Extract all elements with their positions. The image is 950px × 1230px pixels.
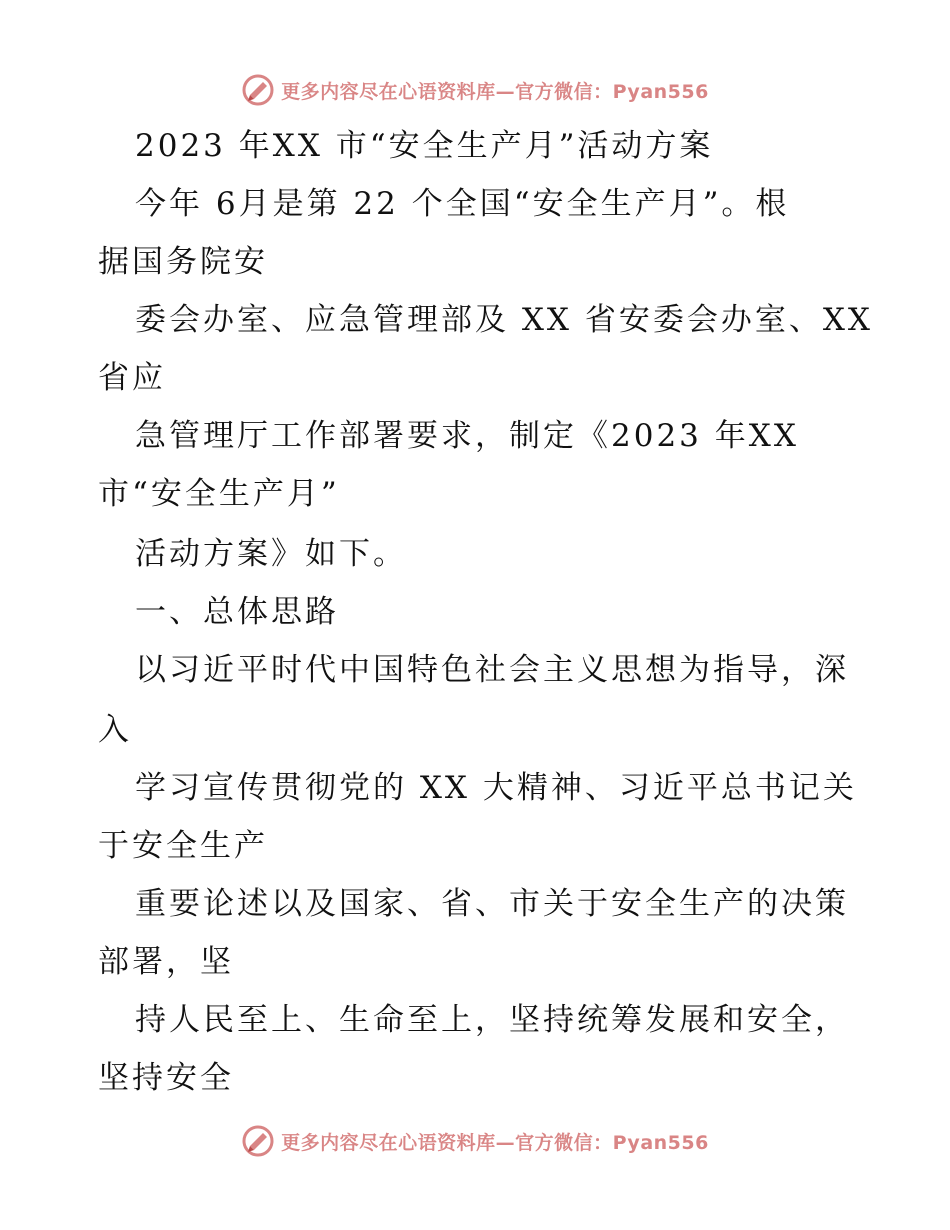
watermark-text: 更多内容尽在心语资料库—官方微信：Pyan556 <box>281 80 709 103</box>
brand-logo-icon <box>241 1124 275 1158</box>
paragraph-line: 部署，坚 <box>98 944 234 980</box>
paragraph-line: 入 <box>98 712 132 748</box>
paragraph-line: 活动方案》如下。 <box>135 536 407 572</box>
paragraph-line: 省应 <box>98 360 166 396</box>
paragraph-line: 今年 6月是第 22 个全国“安全生产月”。根 <box>135 186 790 222</box>
paragraph-line: 委会办室、应急管理部及 XX 省安委会办室、XX <box>135 302 873 338</box>
paragraph-line: 急管理厅工作部署要求，制定《2023 年XX <box>135 418 799 454</box>
paragraph-line: 据国务院安 <box>98 244 268 280</box>
watermark-footer <box>0 1121 950 1161</box>
paragraph-line: 坚持安全 <box>98 1060 234 1096</box>
document-title: 2023 年XX 市“安全生产月”活动方案 <box>135 128 714 164</box>
paragraph-line: 以习近平时代中国特色社会主义思想为指导，深 <box>135 652 849 688</box>
paragraph-line: 学习宣传贯彻党的 XX 大精神、习近平总书记关 <box>135 770 857 806</box>
watermark-text: 更多内容尽在心语资料库—官方微信：Pyan556 <box>281 1131 709 1154</box>
paragraph-line: 重要论述以及国家、省、市关于安全生产的决策 <box>135 886 849 922</box>
paragraph-line: 市“安全生产月” <box>98 476 340 512</box>
paragraph-line: 于安全生产 <box>98 828 268 864</box>
paragraph-line: 持人民至上、生命至上，坚持统筹发展和安全， <box>135 1002 849 1038</box>
section-heading: 一、总体思路 <box>135 594 339 630</box>
